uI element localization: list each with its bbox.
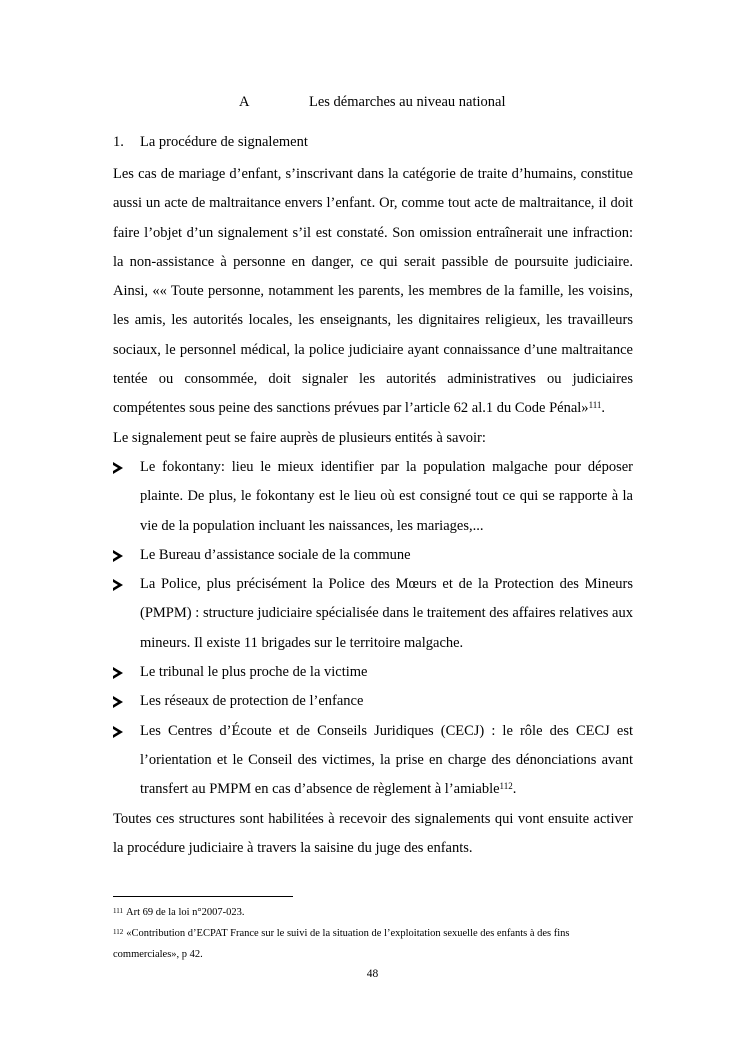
footnote-ref-111: 111 (588, 400, 602, 411)
list-item-text: Le tribunal le plus proche de la victime (140, 664, 368, 681)
section-title: Les démarches au niveau national (309, 94, 506, 110)
paragraph-1 (113, 160, 633, 424)
arrow-bullet-icon (113, 462, 123, 474)
subsection-number: 1. (113, 134, 124, 150)
footnote-text: Art 69 de la loi n°2007-023. (125, 907, 245, 918)
footnote (113, 923, 633, 965)
list-item-text: Le fokontany: lieu le mieux identifier par la population malgache pour déposer plainte. De plus, le fokontany est le lieu où est consigné tout ce qui se rapporte à la vie de la population incluant les naissances, les mariages,... (140, 458, 633, 534)
list-item-text: Le Bureau d’assistance sociale de la commune (140, 546, 411, 563)
footnotes (113, 902, 633, 965)
list-item-text: Les Centres d’Écoute et de Conseils Juridiques (CECJ) : le rôle des CECJ est l’orientation et le Conseil des victimes, la prise en charge des dénonciations avant transfert au PMPM en cas d’absence de règlement à l’amiable (140, 722, 633, 798)
subsection-heading (113, 134, 308, 151)
list-item (113, 658, 633, 687)
list-item (113, 541, 633, 570)
footnote-separator (113, 896, 293, 897)
list-item (113, 453, 633, 541)
list-item (113, 717, 633, 805)
paragraph-1-end: . (601, 400, 606, 417)
section-letter: A (239, 94, 250, 110)
list-item (113, 570, 633, 658)
section-heading (0, 94, 745, 116)
footnote-number: 112 (113, 928, 124, 936)
arrow-bullet-icon (113, 667, 123, 679)
list-item-end: . (512, 781, 517, 798)
footnote (113, 902, 633, 923)
page-number: 48 (366, 968, 379, 980)
list-item (113, 687, 633, 716)
paragraph-1-text: Les cas de mariage d’enfant, s’inscrivant dans la catégorie de traite d’humains, constitue aussi un acte de maltraitance envers l’enfant. Or, comme tout acte de maltraitance, il doit faire l’objet d’un signalement s’il est constaté. Son omission entraînerait une infraction: la non-assistance à personne en danger, ce qui serait passible de poursuite judiciaire. Ainsi, «« Toute personne, notamment les parents, les membres de la famille, les voisins, les amis, les autorités locales, les enseignants, les dignitaires religieux, les travailleurs sociaux, le personnel médical, la police judiciaire ayant connaissance d’une maltraitance tentée ou consommée, doit signaler les autorités administratives ou judiciaires compétentes sous peine des sanctions prévues par l’article 62 al.1 du Code Pénal» (113, 166, 633, 417)
entity-list (113, 453, 633, 805)
arrow-bullet-icon (113, 696, 123, 708)
footnote-number: 111 (113, 907, 123, 915)
arrow-bullet-icon (113, 550, 123, 562)
list-item-text: Les réseaux de protection de l’enfance (140, 693, 364, 710)
list-item-text: La Police, plus précisément la Police des Mœurs et de la Protection des Mineurs (PMPM) : structure judiciaire spécialisée dans le traitement des affaires relatives aux mineurs. Il existe 11 brigades sur le territoire malgache. (140, 576, 633, 651)
footnote-ref-112: 112 (499, 781, 513, 792)
body-text (113, 160, 633, 863)
arrow-bullet-icon (113, 579, 123, 591)
paragraph-3: Toutes ces structures sont habilitées à recevoir des signalements qui vont ensuite activer la procédure judiciaire à travers la saisine du juge des enfants. (113, 810, 633, 856)
footnote-text: «Contribution d’ECPAT France sur le suivi de la situation de l’exploitation sexuelle des enfants à des fins commerciales», p 42. (113, 928, 570, 960)
paragraph-2: Le signalement peut se faire auprès de plusieurs entités à savoir: (113, 429, 486, 446)
arrow-bullet-icon (113, 726, 123, 738)
subsection-title: La procédure de signalement (140, 134, 308, 150)
